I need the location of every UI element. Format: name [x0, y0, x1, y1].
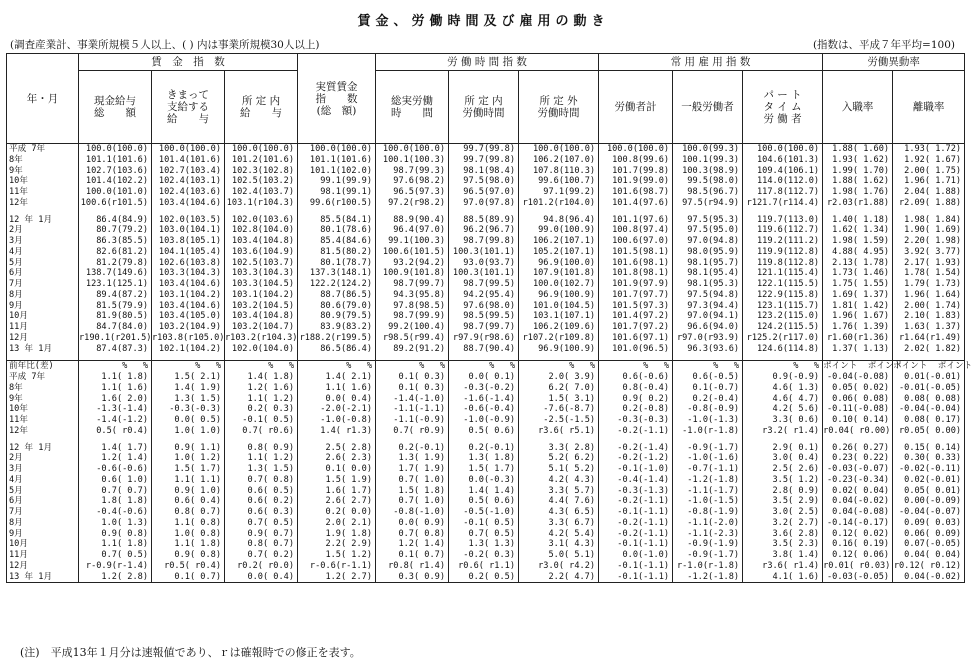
statistics-table: [6, 53, 972, 583]
data-cell: [823, 144, 893, 209]
data-cell: [298, 361, 376, 437]
data-cell: [225, 144, 298, 209]
data-cell: [743, 144, 823, 209]
period-labels: 12 年 1月 2月 3月 4月 5月 6月 7月 8月 9月 10月 11月 12月 13 年 1月: [9, 442, 53, 582]
header-accession-rate: 入職率: [823, 71, 893, 144]
cell-values: % % 0.6(-0.6) 0.8(-0.4) 0.9( 0.2) 0.2(-0.8) -0.3(-0.3) -0.2(-1.1): [617, 361, 670, 436]
table-row: [7, 215, 965, 355]
cell-values: 100.0(99.3) 100.1(99.3) 100.3(98.9) 99.5(98.0) 98.5(96.7) 97.5(r94.9): [682, 144, 740, 208]
cell-values: 0.26( 0.27) 0.23( 0.22) -0.03(-0.07) -0.23(-0.34) 0.02( 0.04) 0.04(-0.02) 0.04(-0.08) -0.14(-0.17) 0.12( 0.02) 0.16( 0.19) 0.12( 0.06) r0.01( r0.03) -0.03(-0.05): [823, 442, 891, 582]
table-row: [7, 361, 965, 437]
data-cell: [519, 443, 599, 583]
data-cell: [225, 215, 298, 355]
cell-values: 2.5( 2.8) 2.6( 2.3) 0.1( 0.0) 1.5( 1.9) 1.6( 1.7) 2.6( 2.7) 0.2( 0.0) 2.0( 2.1) 1.9( 1.8) 2.2( 2.9) 1.5( 1.2) r-0.6(r-1.1) 1.2( 2.7): [309, 442, 373, 582]
data-cell: [823, 443, 893, 583]
header-wage-index: 賃 金 指 数: [79, 54, 298, 71]
data-cell: [79, 443, 152, 583]
data-cell: [519, 361, 599, 437]
cell-values: % % 1.4( 2.1) 1.1( 1.6) 0.0( 0.4) -2.0(-2.1) -1.0(-0.8) 1.4( r1.3): [320, 361, 373, 436]
data-cell: [893, 443, 965, 583]
cell-values: 100.0(100.0) 100.8(99.6) 101.7(99.8) 101.9(99.0) 101.6(98.7) 101.4(97.6): [606, 144, 670, 208]
cell-values: 97.5(95.3) 97.5(95.0) 97.0(94.8) 98.0(95.9) 98.1(95.7) 98.1(95.4) 98.1(95.3) 97.5(94.8) 97.3(94.4) 97.0(94.1) 96.6(94.0) r97.0(r93.9) 96.3(93.6): [676, 214, 740, 354]
data-cell: [599, 144, 673, 209]
cell-values: 86.4(84.9) 80.7(79.2) 86.3(85.5) 82.6(81.2) 81.2(79.8) 138.7(149.6) 123.1(125.1) 89.4(87.2) 81.5(79.9) 81.9(80.5) 84.7(84.0) r190.1(r201.5) 87.4(87.3): [79, 214, 152, 354]
data-cell: [376, 443, 449, 583]
data-cell: [376, 144, 449, 209]
data-cell: [79, 361, 152, 437]
data-cell: [893, 361, 972, 437]
cell-values: 1.93( 1.72) 1.92( 1.67) 2.00( 1.75) 1.96( 1.71) 2.04( 1.88) r2.09( 1.88): [898, 144, 962, 208]
data-cell: [152, 361, 225, 437]
table-body: [7, 144, 972, 583]
data-cell: [449, 361, 519, 437]
cell-values: 100.0(100.0) 101.1(101.6) 101.1(102.0) 99.1(99.9) 98.1(99.1) 99.6(r100.5): [309, 144, 373, 208]
header-hours-index: 労 働 時 間 指 数: [376, 54, 599, 71]
cell-values: 1.4( 1.7) 1.2( 1.4) -0.6(-0.6) 0.6( 1.0) 0.7( 0.7) 1.8( 1.8) -0.4(-0.6) 1.0( 1.3) 0.9( 0.8) 1.1( 1.8) 0.7( 0.5) r-0.9(r-1.4) 1.2( 2.8): [85, 442, 148, 582]
data-cell: [298, 215, 376, 355]
data-cell: [376, 361, 449, 437]
cell-values: 99.7(99.8) 99.7(99.8) 98.1(98.4) 97.5(98.0) 96.5(97.0) 97.0(97.8): [463, 144, 516, 208]
footnote: (注) 平成13年１月分は速報値であり、ｒは確報時での修正を表す。: [20, 646, 361, 659]
page-title: 賃金、労働時間及び雇用の動き: [357, 14, 610, 29]
cell-values: 2.9( 0.1) 3.0( 0.4) 2.5( 2.6) 3.5( 1.2) 2.8( 0.9) 3.5( 2.9) 3.0( 2.5) 3.2( 2.7) 3.6( 2.8) 3.5( 2.3) 3.8( 1.4) r3.6( r1.4) 4.1( 1.6): [762, 442, 820, 582]
data-cell: [673, 361, 743, 437]
header-separation-rate: 離職率: [893, 71, 965, 144]
data-cell: [823, 215, 893, 355]
data-cell: [743, 443, 823, 583]
data-cell: [519, 144, 599, 209]
header-total-hours: 総実労働 時 間: [376, 71, 449, 144]
header-all-workers: 労働者計: [599, 71, 673, 144]
row-label-cell: [7, 144, 79, 209]
cell-values: 0.2(-0.1) 1.3( 1.8) 1.5( 1.7) 0.0(-0.3) 1.4( 1.4) 0.5( 0.6) -0.5(-1.0) -0.1( 0.5) 0.7( 0.5) 1.3( 1.3) -0.2( 0.3) r0.6( r1.1) 0.2( 0.5): [458, 442, 516, 582]
cell-values: % % 1.5( 2.1) 1.4( 1.9) 1.3( 1.5) -0.3(-0.3) 0.0( 0.5) 1.0( 1.0): [169, 361, 221, 436]
data-cell: [823, 361, 903, 437]
cell-values: 0.9( 1.1) 1.0( 1.2) 1.5( 1.7) 1.1( 1.1) 0.9( 1.0) 0.6( 0.4) 0.8( 0.7) 1.1( 0.8) 1.0( 0.8) 1.1( 1.8) 0.9( 0.8) r0.5( r0.4) 0.1( 0.7): [164, 442, 221, 582]
row-label-cell: [7, 215, 79, 355]
cell-values: 102.0(103.5) 103.0(104.1) 103.8(105.1) 104.1(105.4) 102.6(103.8) 103.3(104.3) 103.4(104.6) 103.1(104.2) 103.4(104.6) 103.4(105.0) 103.2(104.9) r103.8(r105.0) 102.1(104.2): [152, 214, 225, 354]
table-row: [7, 144, 965, 209]
cell-values: % % 1.1( 1.8) 1.1( 1.6) 1.6( 2.0) -1.3(-1.4) -1.4(-1.2) 0.5( r0.4): [96, 361, 148, 436]
header-period: 年・月: [7, 54, 79, 144]
cell-values: 119.7(113.0) 119.6(112.7) 119.2(111.2) 119.9(112.8) 119.8(112.8) 121.1(115.4) 122.1(115.5) 122.9(115.8) 123.1(115.7) 123.2(115.0) 124.2(115.5) r125.2(r117.0) 124.6(114.8): [746, 214, 820, 354]
cell-values: % % 2.0( 3.9) 6.2( 7.0) 1.5( 3.1) -7.6(-8.7) -2.5(-1.5) r3.6( r5.1): [538, 361, 596, 436]
cell-values: 100.0(100.0) 101.1(101.6) 102.7(103.6) 101.4(102.2) 100.0(101.0) 100.6(r101.5): [80, 144, 148, 208]
data-cell: [599, 215, 673, 355]
cell-values: -0.2(-1.4) -0.2(-1.2) -0.1(-1.0) -0.4(-1.4) -0.3(-1.3) -0.2(-1.1) -0.1(-1.1) -0.2(-1.1) -0.2(-1.1) -0.1(-1.1) 0.0(-1.0) -0.1(-1.1) -0.1(-1.1): [617, 442, 670, 582]
data-cell: [673, 443, 743, 583]
data-cell: [893, 215, 965, 355]
header-part-time-workers: パ ー ト タ イ ム 労 働 者: [743, 71, 823, 144]
cell-values: 3.3( 2.8) 5.2( 6.2) 5.1( 5.2) 4.2( 4.3) 3.3( 5.7) 4.4( 7.6) 4.3( 6.5) 3.3( 6.7) 4.2( 5.4) 3.1( 4.3) 5.0( 5.1) r3.0( r4.2) 2.2( 4.7): [538, 442, 596, 582]
cell-values: 1.98( 1.84) 1.90( 1.69) 2.20( 1.98) 3.92( 3.77) 2.17( 1.93) 1.78( 1.54) 1.79( 1.73) 1.96( 1.64) 2.00( 1.74) 2.10( 1.83) 1.63( 1.37) r1.64(r1.49) 2.02( 1.82): [898, 214, 962, 354]
cell-values: % % 0.0( 0.1) -0.3(-0.2) -1.6(-1.4) -0.6(-0.4) -1.0(-0.9) 0.5( 0.6): [463, 361, 516, 436]
data-cell: [152, 144, 225, 209]
cell-values: 0.2(-0.1) 1.3( 1.9) 1.7( 1.9) 0.7( 1.0) 1.5( 1.8) 0.7( 1.0) -0.8(-1.0) 0.0( 0.9) 0.7( 0.8) 1.2( 1.4) 0.1( 0.7) r0.8( r1.4) 0.3( 0.9): [388, 442, 446, 582]
data-cell: [519, 215, 599, 355]
data-cell: [79, 215, 152, 355]
data-cell: [673, 215, 743, 355]
header-general-workers: 一般労働者: [673, 71, 743, 144]
subtitle-left: (調査産業計、事業所規模５人以上、( ) 内は事業所規模30人以上): [10, 39, 320, 51]
cell-values: 100.0(100.0) 101.4(101.6) 102.7(103.4) 102.4(103.1) 102.4(103.6) 103.4(104.6): [158, 144, 221, 208]
cell-values: 100.0(100.0) 106.2(107.0) 107.8(110.3) 99.6(100.7) 97.1(99.2) r101.2(r104.0): [522, 144, 596, 208]
data-cell: [79, 144, 152, 209]
cell-values: 1.88( 1.60) 1.93( 1.62) 1.99( 1.70) 1.88( 1.62) 1.98( 1.76) r2.03(r1.88): [826, 144, 890, 208]
header-scheduled-pay: 所 定 内 給 与: [225, 71, 298, 144]
cell-values: % % 0.1( 0.3) 0.1( 0.3) -1.4(-1.0) -1.1(-1.1) -1.1(-0.9) 0.7( r0.9): [393, 361, 446, 436]
cell-values: 0.15( 0.14) 0.30( 0.33) -0.02(-0.11) 0.02(-0.01) 0.05( 0.01) 0.00(-0.09) -0.04(-0.07) 0.09( 0.03) 0.06( 0.09) 0.07(-0.05) 0.04( 0.04) r0.12( r0.12) 0.04(-0.02): [893, 442, 962, 582]
cell-values: 100.0(100.0) 104.6(101.3) 109.4(106.1) 114.0(112.0) 117.8(112.7) r121.7(r114.4): [746, 144, 820, 208]
data-cell: [376, 215, 449, 355]
period-labels: 12 年 1月 2月 3月 4月 5月 6月 7月 8月 9月 10月 11月 12月 13 年 1月: [9, 214, 53, 354]
cell-values: 1.40( 1.18) 1.62( 1.34) 1.98( 1.59) 4.88( 4.95) 2.13( 1.78) 1.73( 1.46) 1.75( 1.55) 1.69( 1.37) 1.81( 1.42) 1.96( 1.67) 1.76( 1.39) r1.60(r1.36) 1.37( 1.13): [826, 214, 890, 354]
cell-values: 100.0(100.0) 101.2(101.6) 102.3(102.8) 102.5(103.2) 102.4(103.7) 103.1(r104.3): [226, 144, 295, 208]
row-label-cell: [7, 361, 79, 437]
cell-values: 101.1(97.6) 100.8(97.4) 100.6(97.0) 101.5(98.1) 101.6(98.1) 101.8(98.1) 101.9(97.9) 101.7(97.7) 101.5(97.3) 101.4(97.2) 101.7(97.2) 101.6(97.1) 101.0(96.5): [612, 214, 670, 354]
cell-values: 0.8( 0.9) 1.1( 1.2) 1.3( 1.5) 0.7( 0.8) 0.6( 0.5) 0.6( 0.2) 0.6( 0.3) 0.7( 0.5) 0.9( 0.7) 0.8( 0.7) 0.7( 0.2) r0.2( r0.0) 0.0( 0.4): [237, 442, 295, 582]
header-real-wage: 実質賃金 指 数 (総 額): [298, 54, 376, 144]
header-regular-pay: きまって 支給する 給 与: [152, 71, 225, 144]
header-cash-total: 現金給与 総 額: [79, 71, 152, 144]
data-cell: [743, 215, 823, 355]
cell-values: 94.8(96.4) 99.0(100.9) 106.2(107.1) 105.2(107.1) 96.9(100.0) 107.9(101.8) 100.0(102.7) 96.9(100.9) 101.0(104.5) 103.1(107.1) 106.2(109.6) r107.2(r109.8) 96.9(100.9): [522, 214, 596, 354]
data-cell: [152, 443, 225, 583]
data-cell: [225, 361, 298, 437]
cell-values: 100.0(100.0) 100.1(100.3) 98.7(99.3) 97.6(98.2) 96.5(97.3) 97.2(r98.2): [382, 144, 446, 208]
header-overtime-hours: 所 定 外 労働時間: [519, 71, 599, 144]
header-scheduled-hours: 所 定 内 労働時間: [449, 71, 519, 144]
cell-values: 88.9(90.4) 96.4(97.0) 99.1(100.3) 100.6(101.5) 93.2(94.2) 100.9(101.8) 98.7(99.7) 94.3(95.8) 97.8(98.5) 98.7(99.9) 99.2(100.4) r98.5(r99.4) 89.2(91.2): [382, 214, 446, 354]
data-cell: [152, 215, 225, 355]
data-cell: [449, 215, 519, 355]
data-cell: [298, 144, 376, 209]
data-cell: [893, 144, 965, 209]
data-cell: [225, 443, 298, 583]
data-cell: [449, 443, 519, 583]
cell-values: % % 1.4( 1.8) 1.2( 1.6) 1.1( 1.2) 0.2( 0.3) -0.1( 0.5) 0.7( r0.6): [242, 361, 295, 436]
cell-values: % % 0.9(-0.9) 4.6( 1.3) 4.6( 4.7) 4.2( 5.6) 3.3( 0.6) r3.2( r1.4): [762, 361, 820, 436]
cell-values: 85.5(84.1) 80.1(78.6) 85.4(84.6) 81.5(80.2) 80.1(78.7) 137.3(148.1) 122.2(124.2) 88.7(86.5) 80.6(79.0) 80.9(79.5) 83.9(83.2) r188.2(r199.5) 86.5(86.4): [299, 214, 373, 354]
cell-values: 88.5(89.9) 96.2(96.7) 98.7(99.8) 100.3(101.1) 93.0(93.7) 100.3(101.1) 98.7(99.5) 94.2(95.4) 97.6(98.0) 98.5(99.5) 98.7(99.7) r97.9(r98.6) 88.7(90.4): [452, 214, 516, 354]
cell-values: 102.0(103.6) 102.8(104.0) 103.4(104.8) 103.6(104.9) 102.5(103.7) 103.3(104.3) 103.3(104.5) 103.1(104.2) 103.2(104.5) 103.4(104.8) 103.2(104.7) r103.2(r104.3) 102.0(104.0): [225, 214, 298, 354]
data-cell: [673, 144, 743, 209]
data-cell: [743, 361, 823, 437]
subtitle-right: (指数は、平成７年平均=100): [812, 39, 955, 51]
data-cell: [298, 443, 376, 583]
cell-values: ポイント ポイント 0.01(-0.01) -0.01(-0.05) 0.08( 0.08) -0.04(-0.04) 0.08( 0.17) r0.05( 0.00): [893, 361, 972, 436]
header-employment-index: 常 用 雇 用 指 数: [599, 54, 823, 71]
cell-values: -0.9(-1.7) -1.0(-1.6) -0.7(-1.1) -1.2(-1.8) -1.1(-1.7) -1.0(-1.5) -0.8(-1.9) -1.1(-2.0) -1.1(-2.3) -0.9(-1.9) -0.9(-1.7) r-1.0(r-1.8) -1.2(-1.8): [676, 442, 740, 582]
table-row: [7, 443, 965, 583]
header-turnover: 労働異動率: [823, 54, 965, 71]
period-labels: 前年比(差) 平成 7年 8年 9年 10年 11年 12年: [9, 361, 54, 436]
data-cell: [599, 361, 673, 437]
cell-values: ポイント ポイント -0.04(-0.08) 0.05( 0.02) 0.06( 0.08) -0.11(-0.08) 0.10( 0.14) r0.04( r0.00): [823, 361, 903, 436]
data-cell: [599, 443, 673, 583]
row-label-cell: [7, 443, 79, 583]
data-cell: [449, 144, 519, 209]
cell-values: % % 0.6(-0.5) 0.1(-0.7) 0.2(-0.4) -0.8(-0.9) -1.0(-1.3) -1.0(r-1.8): [682, 361, 740, 436]
period-labels: 平成 7年 8年 9年 10年 11年 12年: [9, 144, 46, 208]
